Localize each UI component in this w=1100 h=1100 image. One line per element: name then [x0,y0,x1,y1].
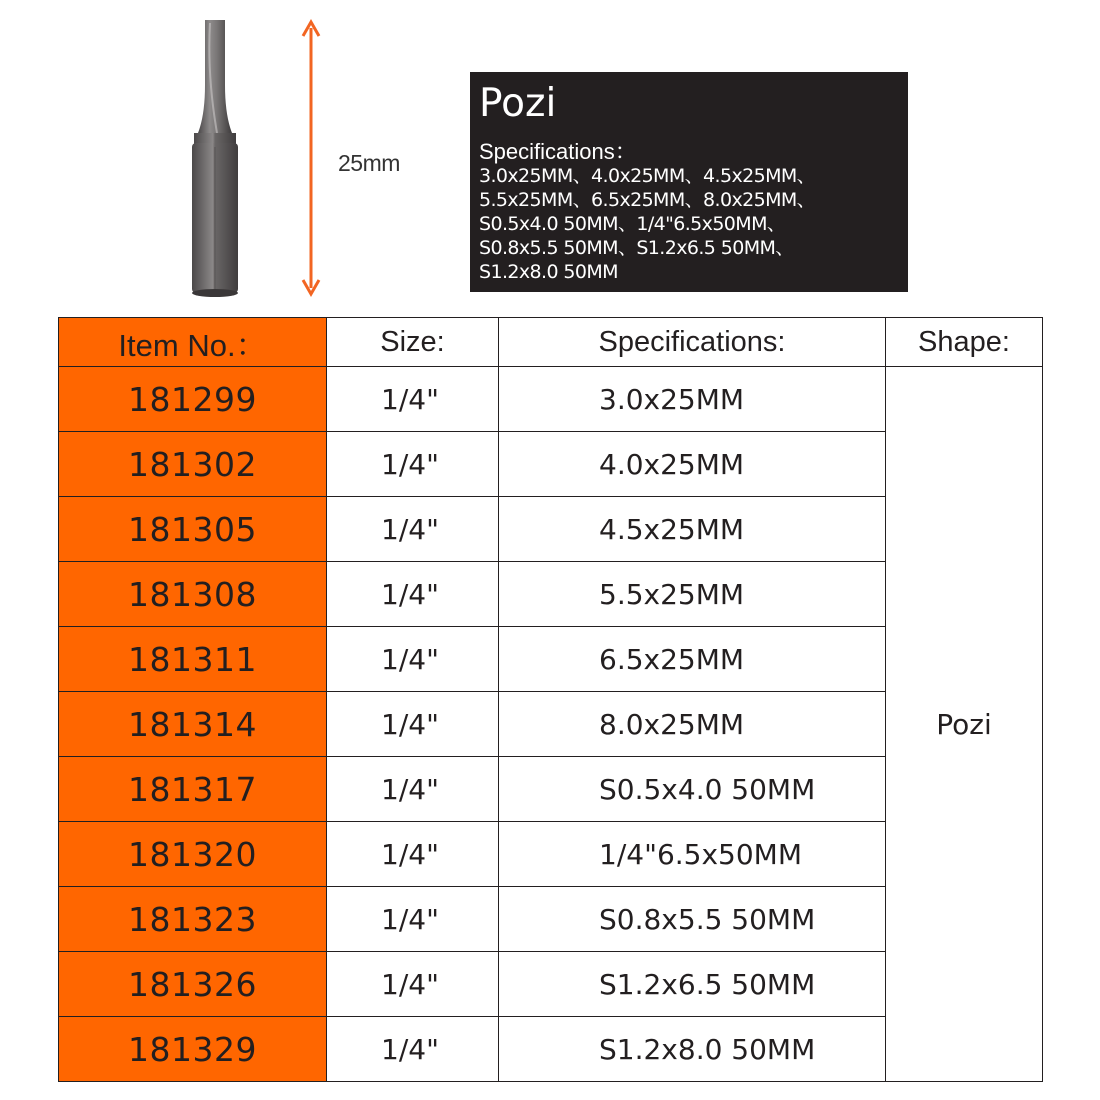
spec-box-label: Specifications： [479,139,637,164]
item-number-cell: 181311 [59,627,327,692]
specifications-box [470,72,908,292]
spec-box-line: S0.8x5.5 50MM、S1.2x6.5 50MM、 [479,237,794,259]
spec-cell: S1.2x8.0 50MM [499,1017,886,1082]
item-number-cell: 181320 [59,822,327,887]
item-number-cell: 181326 [59,952,327,1017]
spec-box-line: 3.0x25MM、4.0x25MM、4.5x25MM、 [479,165,816,187]
item-number-cell: 181299 [59,367,327,432]
size-cell: 1/4" [327,692,499,757]
header-shape: Shape: [886,318,1043,367]
size-cell: 1/4" [327,952,499,1017]
size-cell: 1/4" [327,1017,499,1082]
spec-cell: 3.0x25MM [499,367,886,432]
spec-cell: S0.5x4.0 50MM [499,757,886,822]
size-cell: 1/4" [327,562,499,627]
shape-cell: Pozi [886,367,1043,1082]
size-cell: 1/4" [327,627,499,692]
item-number-cell: 181323 [59,887,327,952]
dimension-label: 25mm [338,150,400,176]
spec-cell: 5.5x25MM [499,562,886,627]
spec-box-line: 5.5x25MM、6.5x25MM、8.0x25MM、 [479,189,816,211]
item-number-cell: 181305 [59,497,327,562]
spec-cell: 4.5x25MM [499,497,886,562]
size-cell: 1/4" [327,367,499,432]
spec-box-line: S0.5x4.0 50MM、1/4"6.5x50MM、 [479,213,786,235]
item-number-cell: 181317 [59,757,327,822]
spec-cell: S0.8x5.5 50MM [499,887,886,952]
item-number-cell: 181308 [59,562,327,627]
spec-cell: S1.2x6.5 50MM [499,952,886,1017]
dimension-arrow [296,18,326,298]
spec-cell: 6.5x25MM [499,627,886,692]
screwdriver-bit-image [185,15,245,300]
size-cell: 1/4" [327,757,499,822]
table-header-row [59,318,1043,367]
size-cell: 1/4" [327,497,499,562]
size-cell: 1/4" [327,432,499,497]
spec-cell: 8.0x25MM [499,692,886,757]
table-row [59,367,1043,432]
item-number-cell: 181302 [59,432,327,497]
spec-box-line: S1.2x8.0 50MM [479,261,618,283]
header-size: Size: [327,318,499,367]
item-number-cell: 181314 [59,692,327,757]
spec-table [58,317,1043,1082]
item-number-cell: 181329 [59,1017,327,1082]
size-cell: 1/4" [327,887,499,952]
spec-cell: 1/4"6.5x50MM [499,822,886,887]
header-specifications: Specifications: [499,318,886,367]
size-cell: 1/4" [327,822,499,887]
header-item-no: Item No.： [59,318,327,367]
spec-cell: 4.0x25MM [499,432,886,497]
spec-box-title: Pozi [479,81,557,126]
